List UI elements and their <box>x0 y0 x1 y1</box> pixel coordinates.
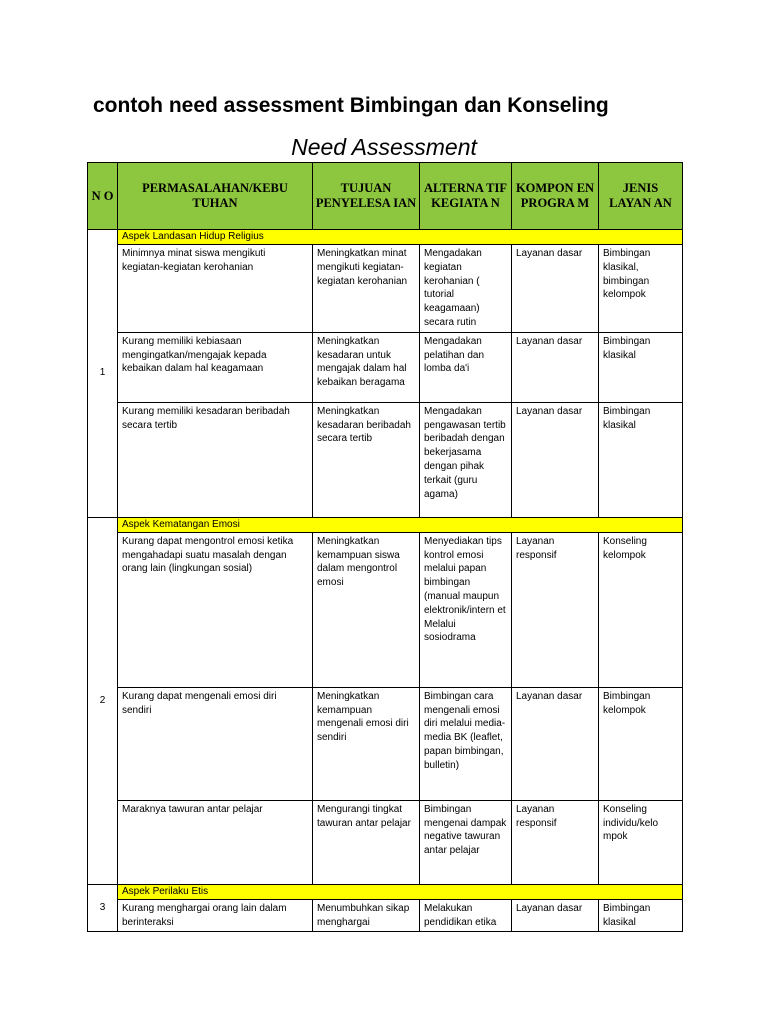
table-title: Need Assessment <box>291 134 477 160</box>
goal-cell: Meningkatkan minat mengikuti kegiatan-kegiatan kerohanian <box>313 245 420 333</box>
goal-cell: Mengurangi tingkat tawuran antar pelajar <box>313 800 420 884</box>
column-header-component: KOMPON EN PROGRA M <box>512 163 599 230</box>
column-header-no: N O <box>88 163 118 230</box>
activity-cell: Mengadakan kegiatan kerohanian ( tutorial keagamaan) secara rutin <box>420 245 512 333</box>
problem-cell: Maraknya tawuran antar pelajar <box>118 800 313 884</box>
aspect-row <box>88 517 683 532</box>
problem-cell: Kurang memiliki kebiasaan mengingatkan/mengajak kepada kebaikan dalam hal keagamaan <box>118 332 313 402</box>
aspect-label: Aspek Perilaku Etis <box>118 884 683 899</box>
row-number: 3 <box>88 884 118 932</box>
component-cell: Layanan responsif <box>512 532 599 687</box>
table-row <box>88 245 683 333</box>
document-heading: contoh need assessment Bimbingan dan Konseling <box>93 94 609 117</box>
activity-cell: Bimbingan mengenai dampak negative tawuran antar pelajar <box>420 800 512 884</box>
problem-cell: Kurang dapat mengontrol emosi ketika mengahadapi suatu masalah dengan orang lain (lingkungan sosial) <box>118 532 313 687</box>
goal-cell: Meningkatkan kesadaran untuk mengajak dalam hal kebaikan beragama <box>313 332 420 402</box>
service-cell: Bimbingan klasikal <box>599 899 683 932</box>
table-row <box>88 800 683 884</box>
activity-cell: Mengadakan pengawasan tertib beribadah dengan bekerjasama dengan pihak terkait (guru agama) <box>420 402 512 517</box>
goal-cell: Meningkatkan kemampuan mengenali emosi diri sendiri <box>313 687 420 800</box>
aspect-row <box>88 884 683 899</box>
table-row <box>88 532 683 687</box>
service-cell: Bimbingan klasikal <box>599 332 683 402</box>
component-cell: Layanan dasar <box>512 332 599 402</box>
component-cell: Layanan dasar <box>512 245 599 333</box>
component-cell: Layanan dasar <box>512 899 599 932</box>
column-header-service: JENIS LAYAN AN <box>599 163 683 230</box>
service-cell: Bimbingan klasikal, bimbingan kelompok <box>599 245 683 333</box>
goal-cell: Meningkatkan kemampuan siswa dalam mengontrol emosi <box>313 532 420 687</box>
column-header-problem: PERMASALAHAN/KEBU TUHAN <box>118 163 313 230</box>
problem-cell: Kurang dapat mengenali emosi diri sendiri <box>118 687 313 800</box>
service-cell: Konseling individu/kelo mpok <box>599 800 683 884</box>
aspect-label: Aspek Kematangan Emosi <box>118 517 683 532</box>
row-number: 2 <box>88 517 118 884</box>
table-row <box>88 332 683 402</box>
aspect-row <box>88 230 683 245</box>
component-cell: Layanan responsif <box>512 800 599 884</box>
need-assessment-table <box>87 162 683 932</box>
table-row <box>88 402 683 517</box>
problem-cell: Minimnya minat siswa mengikuti kegiatan-kegiatan kerohanian <box>118 245 313 333</box>
problem-cell: Kurang menghargai orang lain dalam berinteraksi <box>118 899 313 932</box>
column-header-goal: TUJUAN PENYELESA IAN <box>313 163 420 230</box>
goal-cell: Meningkatkan kesadaran beribadah secara tertib <box>313 402 420 517</box>
goal-cell: Menumbuhkan sikap menghargai <box>313 899 420 932</box>
service-cell: Bimbingan klasikal <box>599 402 683 517</box>
table-row <box>88 687 683 800</box>
activity-cell: Melakukan pendidikan etika <box>420 899 512 932</box>
component-cell: Layanan dasar <box>512 402 599 517</box>
column-header-activity: ALTERNA TIF KEGIATA N <box>420 163 512 230</box>
service-cell: Bimbingan kelompok <box>599 687 683 800</box>
service-cell: Konseling kelompok <box>599 532 683 687</box>
aspect-label: Aspek Landasan Hidup Religius <box>118 230 683 245</box>
activity-cell: Bimbingan cara mengenali emosi diri melalui media-media BK (leaflet, papan bimbingan, bulletin) <box>420 687 512 800</box>
row-number: 1 <box>88 230 118 518</box>
activity-cell: Menyediakan tips kontrol emosi melalui papan bimbingan (manual maupun elektronik/intern et Melalui sosiodrama <box>420 532 512 687</box>
component-cell: Layanan dasar <box>512 687 599 800</box>
table-row <box>88 899 683 932</box>
problem-cell: Kurang memiliki kesadaran beribadah secara tertib <box>118 402 313 517</box>
activity-cell: Mengadakan pelatihan dan lomba da'i <box>420 332 512 402</box>
table-header-row <box>88 163 683 230</box>
